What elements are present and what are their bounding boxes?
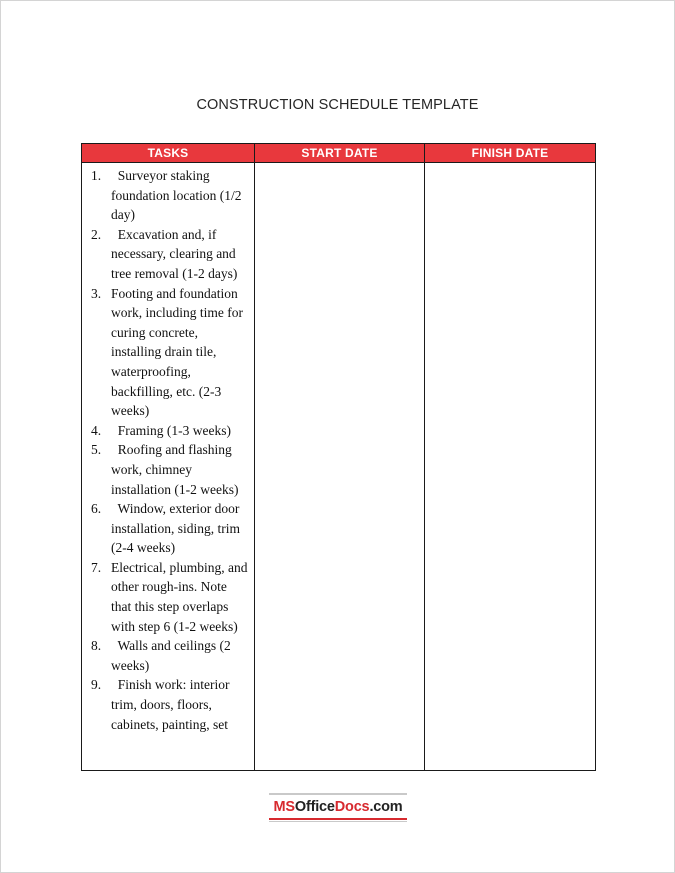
table-row [82, 163, 596, 771]
task-item-4 [91, 421, 250, 441]
task-number: 2. [91, 226, 102, 242]
task-number: 5. [91, 442, 102, 458]
finish-date-cell[interactable] [425, 163, 596, 771]
task-item-5 [91, 440, 250, 499]
task-number: 9. [91, 677, 102, 693]
header-tasks: TASKS [82, 144, 255, 163]
task-item-2 [91, 225, 250, 284]
logo-dotcom: .com [369, 799, 403, 815]
header-finish-date: FINISH DATE [425, 144, 596, 163]
task-item-7 [91, 558, 250, 636]
task-number: 8. [91, 638, 102, 654]
tasks-cell[interactable] [82, 163, 255, 771]
logo-docs: Docs [334, 799, 370, 815]
logo-office: Office [294, 799, 335, 815]
task-text: Excavation and, if necessary, clearing and tree removal (1-2 days) [111, 226, 238, 281]
schedule-table [81, 143, 596, 771]
msofficedocs-logo[interactable] [269, 793, 407, 823]
header-start-date: START DATE [255, 144, 425, 163]
task-item-1 [91, 166, 250, 225]
task-text: Surveyor staking foundation location (1/2 day) [111, 168, 242, 223]
logo-ms: MS [273, 799, 295, 815]
document-title: CONSTRUCTION SCHEDULE TEMPLATE [196, 97, 479, 113]
task-text: Framing (1-3 weeks) [111, 422, 231, 438]
start-date-cell[interactable] [255, 163, 425, 771]
task-text: Roofing and flashing work, chimney installation (1-2 weeks) [111, 442, 239, 497]
logo-divider-bottom [269, 821, 407, 822]
task-item-9 [91, 675, 250, 734]
logo-divider-red [269, 818, 407, 820]
task-number: 7. [91, 559, 102, 575]
task-text: Finish work: interior trim, doors, floors, cabinets, painting, set [111, 677, 230, 732]
task-number: 3. [91, 285, 102, 301]
task-text: Window, exterior door installation, siding, trim (2-4 weeks) [111, 501, 240, 556]
task-text: Footing and foundation work, including time for curing concrete, installing drain tile, waterproofing, backfilling, etc. (2-3 weeks) [111, 285, 243, 419]
task-text: Walls and ceilings (2 weeks) [111, 638, 231, 673]
task-number: 1. [91, 168, 102, 183]
logo-divider-top [269, 793, 407, 795]
task-item-6 [91, 499, 250, 558]
task-number: 6. [91, 501, 102, 517]
task-item-3 [91, 284, 250, 421]
task-text: Electrical, plumbing, and other rough-ins. Note that this step overlaps with step 6 (1-2 weeks) [111, 559, 248, 634]
table-header-row [82, 144, 596, 163]
task-number: 4. [91, 422, 102, 438]
logo-text [269, 799, 407, 815]
task-item-8 [91, 636, 250, 675]
task-list [82, 163, 254, 734]
